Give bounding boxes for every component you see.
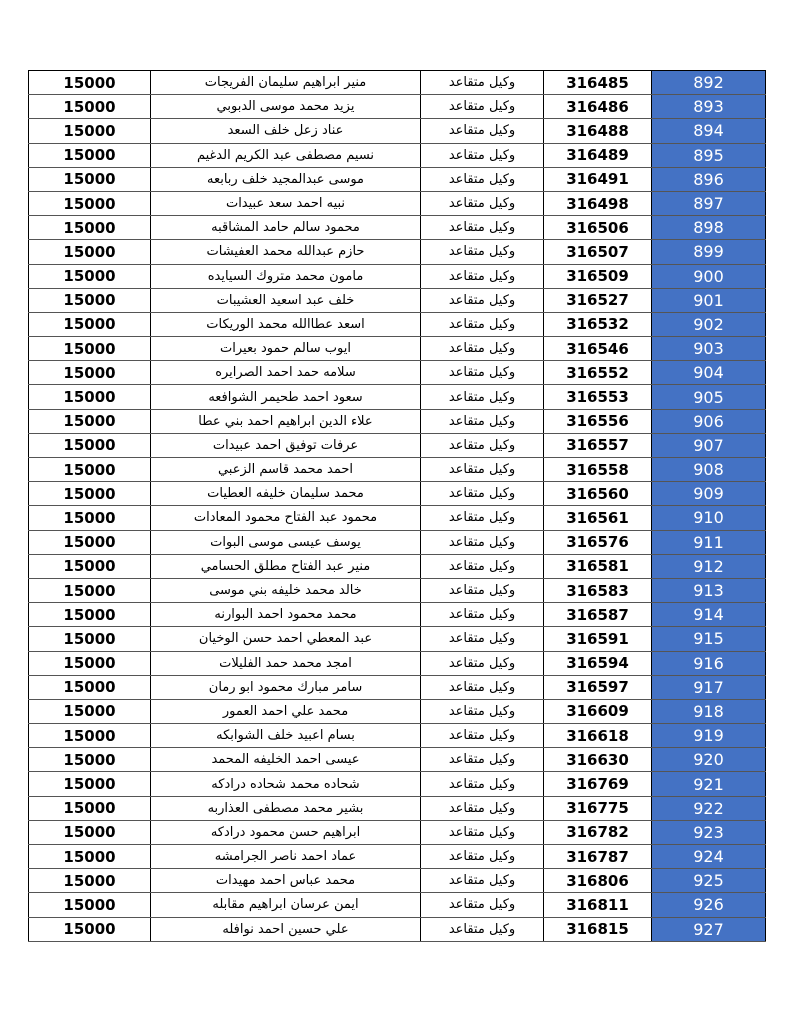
id-cell: 316581: [544, 554, 652, 578]
name-text: محمد علي احمد العمور: [222, 703, 349, 719]
rank-text: وكيل متقاعد: [448, 558, 516, 574]
id-cell: 316557: [544, 433, 652, 457]
rank-cell: [421, 651, 544, 675]
id-cell: 316594: [544, 651, 652, 675]
name-text: عيسى احمد الخليفه المحمد: [211, 752, 360, 768]
rank-cell: [421, 409, 544, 433]
rank-text: وكيل متقاعد: [448, 292, 516, 308]
rank-cell: [421, 578, 544, 602]
name-cell: [151, 143, 421, 167]
name-cell: [151, 530, 421, 554]
sequence-cell: 924: [652, 845, 766, 869]
name-cell: [151, 337, 421, 361]
name-cell: [151, 264, 421, 288]
rank-text: وكيل متقاعد: [448, 873, 516, 889]
id-cell: 316527: [544, 288, 652, 312]
name-text: يوسف عيسى موسى البوات: [210, 534, 361, 550]
rank-cell: [421, 385, 544, 409]
sequence-cell: 899: [652, 240, 766, 264]
rank-text: وكيل متقاعد: [448, 655, 516, 671]
table-row: [29, 869, 766, 893]
id-cell: 316556: [544, 409, 652, 433]
rank-text: وكيل متقاعد: [448, 776, 516, 792]
rank-text: وكيل متقاعد: [448, 341, 516, 357]
name-text: سامر مبارك محمود ابو رمان: [208, 679, 363, 695]
table-row: [29, 603, 766, 627]
name-cell: [151, 288, 421, 312]
table-body: [29, 71, 766, 942]
rank-cell: [421, 482, 544, 506]
rank-cell: [421, 433, 544, 457]
id-cell: 316630: [544, 748, 652, 772]
id-cell: 316769: [544, 772, 652, 796]
rank-cell: [421, 191, 544, 215]
name-cell: [151, 699, 421, 723]
amount-cell: 15000: [29, 554, 151, 578]
table-row: [29, 651, 766, 675]
table-row: [29, 482, 766, 506]
rank-text: وكيل متقاعد: [448, 921, 516, 937]
rank-text: وكيل متقاعد: [448, 607, 516, 623]
name-text: عبد المعطي احمد حسن الوخيان: [198, 631, 373, 647]
rank-text: وكيل متقاعد: [448, 631, 516, 647]
rank-cell: [421, 675, 544, 699]
sequence-cell: 915: [652, 627, 766, 651]
id-cell: 316597: [544, 675, 652, 699]
sequence-cell: 898: [652, 216, 766, 240]
name-cell: [151, 651, 421, 675]
sequence-cell: 896: [652, 167, 766, 191]
rank-cell: [421, 603, 544, 627]
id-cell: 316509: [544, 264, 652, 288]
table-row: [29, 361, 766, 385]
name-cell: [151, 385, 421, 409]
name-cell: [151, 482, 421, 506]
id-cell: 316806: [544, 869, 652, 893]
amount-cell: 15000: [29, 627, 151, 651]
rank-text: وكيل متقاعد: [448, 365, 516, 381]
name-text: خالد محمد خليفه بني موسى: [209, 583, 362, 599]
amount-cell: 15000: [29, 119, 151, 143]
amount-cell: 15000: [29, 240, 151, 264]
name-cell: [151, 191, 421, 215]
sequence-cell: 895: [652, 143, 766, 167]
id-cell: 316591: [544, 627, 652, 651]
retirees-table: [28, 70, 766, 942]
table-row: [29, 530, 766, 554]
rank-text: وكيل متقاعد: [448, 220, 516, 236]
sequence-cell: 926: [652, 893, 766, 917]
name-text: منير ابراهيم سليمان الفريجات: [204, 75, 367, 91]
sequence-cell: 897: [652, 191, 766, 215]
id-cell: 316775: [544, 796, 652, 820]
rank-cell: [421, 554, 544, 578]
table-row: [29, 724, 766, 748]
rank-text: وكيل متقاعد: [448, 123, 516, 139]
rank-cell: [421, 361, 544, 385]
sequence-cell: 903: [652, 337, 766, 361]
name-text: نبيه احمد سعد عبيدات: [225, 196, 346, 212]
name-text: اسعد عطاالله محمد الوريكات: [206, 316, 365, 332]
table-row: [29, 312, 766, 336]
amount-cell: 15000: [29, 409, 151, 433]
amount-cell: 15000: [29, 433, 151, 457]
rank-text: وكيل متقاعد: [448, 99, 516, 115]
name-cell: [151, 409, 421, 433]
sequence-cell: 904: [652, 361, 766, 385]
rank-text: وكيل متقاعد: [448, 703, 516, 719]
name-text: محمود عبد الفتاح محمود المعادات: [193, 510, 378, 526]
sequence-cell: 907: [652, 433, 766, 457]
rank-text: وكيل متقاعد: [448, 75, 516, 91]
name-text: محمد عباس احمد مهيدات: [215, 873, 356, 889]
table-row: [29, 578, 766, 602]
id-cell: 316486: [544, 95, 652, 119]
table-row: [29, 240, 766, 264]
name-text: منير عبد الفتاح مطلق الحسامي: [200, 558, 371, 574]
name-cell: [151, 554, 421, 578]
id-cell: 316506: [544, 216, 652, 240]
name-text: موسى عبدالمجيد خلف ربابعه: [206, 171, 365, 187]
amount-cell: 15000: [29, 312, 151, 336]
amount-cell: 15000: [29, 699, 151, 723]
rank-text: وكيل متقاعد: [448, 413, 516, 429]
sequence-cell: 922: [652, 796, 766, 820]
id-cell: 316583: [544, 578, 652, 602]
rank-text: وكيل متقاعد: [448, 316, 516, 332]
amount-cell: 15000: [29, 578, 151, 602]
id-cell: 316560: [544, 482, 652, 506]
name-cell: [151, 675, 421, 699]
rank-cell: [421, 869, 544, 893]
sequence-cell: 913: [652, 578, 766, 602]
id-cell: 316782: [544, 820, 652, 844]
name-cell: [151, 458, 421, 482]
amount-cell: 15000: [29, 530, 151, 554]
sequence-cell: 923: [652, 820, 766, 844]
name-cell: [151, 772, 421, 796]
name-text: ايوب سالم حمود بعيرات: [220, 341, 351, 357]
name-cell: [151, 312, 421, 336]
name-text: نسيم مصطفى عبد الكريم الدغيم: [196, 147, 375, 163]
sequence-cell: 914: [652, 603, 766, 627]
rank-cell: [421, 796, 544, 820]
amount-cell: 15000: [29, 143, 151, 167]
table-row: [29, 385, 766, 409]
name-text: سعود احمد طحيمر الشوافعه: [208, 389, 363, 405]
sequence-cell: 910: [652, 506, 766, 530]
table-row: [29, 458, 766, 482]
table-row: [29, 554, 766, 578]
sequence-cell: 917: [652, 675, 766, 699]
id-cell: 316561: [544, 506, 652, 530]
rank-cell: [421, 95, 544, 119]
name-cell: [151, 603, 421, 627]
name-text: ايمن عرسان ابراهيم مقابله: [212, 897, 359, 913]
rank-cell: [421, 748, 544, 772]
amount-cell: 15000: [29, 482, 151, 506]
table-row: [29, 506, 766, 530]
rank-text: وكيل متقاعد: [448, 437, 516, 453]
table-row: [29, 675, 766, 699]
sequence-cell: 912: [652, 554, 766, 578]
sequence-cell: 911: [652, 530, 766, 554]
sequence-cell: 927: [652, 917, 766, 941]
rank-text: وكيل متقاعد: [448, 824, 516, 840]
rank-text: وكيل متقاعد: [448, 389, 516, 405]
rank-text: وكيل متقاعد: [448, 534, 516, 550]
amount-cell: 15000: [29, 917, 151, 941]
table-row: [29, 288, 766, 312]
name-cell: [151, 724, 421, 748]
sequence-cell: 921: [652, 772, 766, 796]
id-cell: 316553: [544, 385, 652, 409]
id-cell: 316485: [544, 71, 652, 95]
sequence-cell: 918: [652, 699, 766, 723]
rank-text: وكيل متقاعد: [448, 244, 516, 260]
name-cell: [151, 796, 421, 820]
name-text: عرفات توفيق احمد عبيدات: [212, 437, 359, 453]
rank-cell: [421, 337, 544, 361]
name-cell: [151, 506, 421, 530]
name-text: ابراهيم حسن محمود درادكه: [210, 824, 361, 840]
name-cell: [151, 917, 421, 941]
sequence-cell: 893: [652, 95, 766, 119]
table-row: [29, 772, 766, 796]
rank-text: وكيل متقاعد: [448, 196, 516, 212]
sequence-cell: 900: [652, 264, 766, 288]
rank-cell: [421, 216, 544, 240]
rank-cell: [421, 699, 544, 723]
id-cell: 316609: [544, 699, 652, 723]
rank-text: وكيل متقاعد: [448, 486, 516, 502]
sequence-cell: 916: [652, 651, 766, 675]
name-text: محمد محمود احمد البوارنه: [214, 607, 357, 623]
sequence-cell: 902: [652, 312, 766, 336]
amount-cell: 15000: [29, 216, 151, 240]
amount-cell: 15000: [29, 191, 151, 215]
rank-cell: [421, 917, 544, 941]
table-row: [29, 409, 766, 433]
name-text: محمود سالم حامد المشاقبه: [211, 220, 360, 236]
id-cell: 316815: [544, 917, 652, 941]
table-row: [29, 95, 766, 119]
table-row: [29, 191, 766, 215]
name-cell: [151, 627, 421, 651]
name-text: عماد احمد ناصر الجرامشه: [214, 849, 357, 865]
sequence-cell: 901: [652, 288, 766, 312]
id-cell: 316576: [544, 530, 652, 554]
rank-cell: [421, 119, 544, 143]
name-cell: [151, 361, 421, 385]
rank-cell: [421, 724, 544, 748]
table-row: [29, 796, 766, 820]
name-text: عناد زعل خلف السعد: [227, 123, 344, 139]
amount-cell: 15000: [29, 675, 151, 699]
rank-cell: [421, 312, 544, 336]
rank-text: وكيل متقاعد: [448, 147, 516, 163]
sequence-cell: 925: [652, 869, 766, 893]
rank-cell: [421, 820, 544, 844]
rank-cell: [421, 240, 544, 264]
rank-text: وكيل متقاعد: [448, 752, 516, 768]
id-cell: 316498: [544, 191, 652, 215]
amount-cell: 15000: [29, 264, 151, 288]
rank-text: وكيل متقاعد: [448, 800, 516, 816]
amount-cell: 15000: [29, 772, 151, 796]
rank-cell: [421, 530, 544, 554]
amount-cell: 15000: [29, 95, 151, 119]
table-row: [29, 820, 766, 844]
amount-cell: 15000: [29, 748, 151, 772]
rank-cell: [421, 458, 544, 482]
name-cell: [151, 95, 421, 119]
name-cell: [151, 578, 421, 602]
name-cell: [151, 820, 421, 844]
name-cell: [151, 167, 421, 191]
table-row: [29, 748, 766, 772]
id-cell: 316488: [544, 119, 652, 143]
rank-text: وكيل متقاعد: [448, 849, 516, 865]
amount-cell: 15000: [29, 869, 151, 893]
amount-cell: 15000: [29, 288, 151, 312]
rank-cell: [421, 143, 544, 167]
rank-cell: [421, 845, 544, 869]
table-row: [29, 216, 766, 240]
name-text: شحاده محمد شحاده درادكه: [211, 776, 360, 792]
sequence-cell: 894: [652, 119, 766, 143]
name-cell: [151, 433, 421, 457]
name-text: علاء الدين ابراهيم احمد بني عطا: [198, 413, 373, 429]
amount-cell: 15000: [29, 845, 151, 869]
table-row: [29, 119, 766, 143]
rank-text: وكيل متقاعد: [448, 583, 516, 599]
table-row: [29, 167, 766, 191]
name-cell: [151, 845, 421, 869]
amount-cell: 15000: [29, 893, 151, 917]
rank-cell: [421, 167, 544, 191]
name-text: امجد محمد حمد الفليلات: [219, 655, 352, 671]
rank-cell: [421, 772, 544, 796]
table-row: [29, 264, 766, 288]
amount-cell: 15000: [29, 603, 151, 627]
sequence-cell: 906: [652, 409, 766, 433]
name-cell: [151, 748, 421, 772]
amount-cell: 15000: [29, 724, 151, 748]
table-row: [29, 71, 766, 95]
sequence-cell: 919: [652, 724, 766, 748]
name-cell: [151, 119, 421, 143]
rank-text: وكيل متقاعد: [448, 268, 516, 284]
id-cell: 316811: [544, 893, 652, 917]
name-cell: [151, 216, 421, 240]
amount-cell: 15000: [29, 337, 151, 361]
name-text: سلامه حمد احمد الصرايره: [215, 365, 356, 381]
amount-cell: 15000: [29, 651, 151, 675]
id-cell: 316618: [544, 724, 652, 748]
amount-cell: 15000: [29, 820, 151, 844]
id-cell: 316491: [544, 167, 652, 191]
sequence-cell: 920: [652, 748, 766, 772]
amount-cell: 15000: [29, 361, 151, 385]
id-cell: 316489: [544, 143, 652, 167]
rank-cell: [421, 264, 544, 288]
id-cell: 316546: [544, 337, 652, 361]
rank-cell: [421, 506, 544, 530]
name-cell: [151, 240, 421, 264]
id-cell: 316587: [544, 603, 652, 627]
name-text: بسام اعبيد خلف الشوابكه: [216, 728, 355, 744]
table-row: [29, 337, 766, 361]
id-cell: 316558: [544, 458, 652, 482]
name-text: محمد سليمان خليفه العطيات: [207, 486, 364, 502]
table-row: [29, 627, 766, 651]
rank-text: وكيل متقاعد: [448, 728, 516, 744]
name-cell: [151, 71, 421, 95]
table-row: [29, 917, 766, 941]
rank-text: وكيل متقاعد: [448, 171, 516, 187]
amount-cell: 15000: [29, 506, 151, 530]
table-row: [29, 433, 766, 457]
id-cell: 316532: [544, 312, 652, 336]
name-cell: [151, 869, 421, 893]
amount-cell: 15000: [29, 167, 151, 191]
id-cell: 316552: [544, 361, 652, 385]
sequence-cell: 908: [652, 458, 766, 482]
id-cell: 316507: [544, 240, 652, 264]
sequence-cell: 909: [652, 482, 766, 506]
amount-cell: 15000: [29, 796, 151, 820]
rank-text: وكيل متقاعد: [448, 510, 516, 526]
rank-text: وكيل متقاعد: [448, 679, 516, 695]
rank-text: وكيل متقاعد: [448, 897, 516, 913]
name-text: بشير محمد مصطفى العذاربه: [207, 800, 364, 816]
table-row: [29, 143, 766, 167]
name-text: حازم عبدالله محمد العفيشات: [206, 244, 365, 260]
table-row: [29, 845, 766, 869]
sequence-cell: 892: [652, 71, 766, 95]
rank-cell: [421, 893, 544, 917]
table-row: [29, 699, 766, 723]
amount-cell: 15000: [29, 71, 151, 95]
rank-cell: [421, 288, 544, 312]
name-cell: [151, 893, 421, 917]
name-text: علي حسين احمد نوافله: [222, 921, 349, 937]
name-text: خلف عبد اسعيد العشيبات: [216, 292, 355, 308]
sequence-cell: 905: [652, 385, 766, 409]
table-row: [29, 893, 766, 917]
name-text: احمد محمد قاسم الزعبي: [217, 462, 354, 478]
id-cell: 316787: [544, 845, 652, 869]
amount-cell: 15000: [29, 385, 151, 409]
name-text: يزيد محمد موسى الدبوبي: [216, 99, 355, 115]
rank-cell: [421, 627, 544, 651]
rank-text: وكيل متقاعد: [448, 462, 516, 478]
rank-cell: [421, 71, 544, 95]
amount-cell: 15000: [29, 458, 151, 482]
name-text: مامون محمد متروك السيايده: [207, 268, 364, 284]
